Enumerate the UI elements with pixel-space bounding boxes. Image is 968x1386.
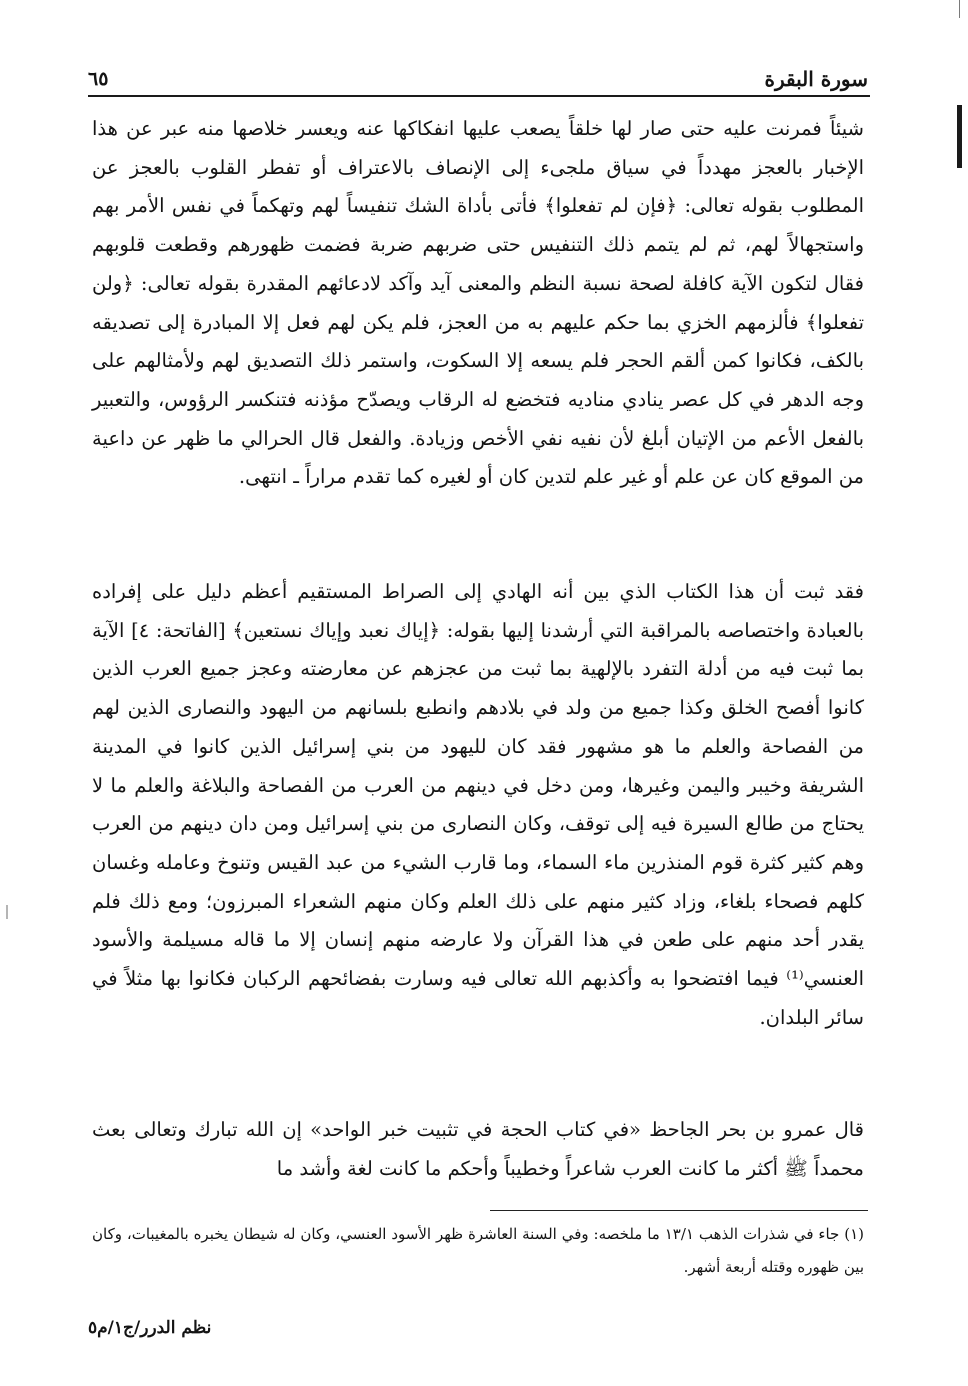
paragraph-2: فقد ثبت أن هذا الكتاب الذي بين أنه الهادي إلى الصراط المستقيم أعظم دليل على إفراده بالعبادة واختصاصه بالمراقبة التي أرشدنا إليها بقوله: ﴿إياك نعبد وإياك نستعين﴾ [الفاتحة: ٤] الآية بما ثبت فيه من أدلة التفرد بالإلهية بما ثبت من عجزهم عن معارضته وعجز جميع العرب الذين كانوا أفصح الخلق وكذا جميع من ولد في بلادهم وانطبع بلسانهم من اليهود والنصارى الذين لهم من الفصاحة والعلم ما هو مشهور فقد كان لليهود من بني إسرائيل الذين كانوا في المدينة الشريفة وخيبر واليمن وغيرها، ومن دخل في دينهم من العرب من الفصاحة والبلاغة والعلم ما لا يحتاج من طالع السيرة فيه إلى توقف، وكان النصارى من بني إسرائيل ومن دان دينهم من العرب وهم كثير كثرة قوم المنذرين ماء السماء، وما قارب الشيء من عبد القيس وتنوخ وعامله وغسان كلهم فصحاء بلغاء، وزاد كثير منهم على ذلك العلم وكان منهم الشعراء المبرزون؛ ومع ذلك فلم يقدر أحد منهم على طعن في هذا القرآن ولا عارضه منهم إنسان إلا ما قاله مسيلمة والأسود العنسي⁽¹⁾ فيما افتضحوا به وأكذبهم الله تعالى فيه وسارت بفضائحهم الركبان فكانوا بها مثلاً في سائر البلدان.	[92, 580, 864, 1029]
margin-tick	[6, 905, 8, 919]
paragraph-1: شيئاً فمرنت عليه حتى صار لها خلقاً يصعب عليها انفكاكها عنه ويعسر خلاصها منه عبر عن هذا الإخبار بالعجز مهدداً في سياق ملجىء إلى الإنصاف بالاعتراف أو تفطر القلوب بالعجز عن المطلوب بقوله تعالى: ﴿فإن لم تفعلوا﴾ فأتى بأداة الشك تنفيساً لهم وتهكماً في نفس الأمر بهم واستجهالاً لهم، ثم لم يتمم ذلك التنفيس حتى ضربهم ضربة فضمت ظهورهم وقطعت قلوبهم فقال لتكون الآية كافلة لصحة نسبة النظم والمعنى آيد وآكد لادعائهم المقدرة بقوله تعالى: ﴿ولن تفعلوا﴾ فألزمهم الخزي بما حكم عليهم به من العجز، فلم يكن لهم فعل إلا المبادرة إلى تصديقه بالكف، فكانوا كمن ألقم الحجر فلم يسعه إلا السكوت، واستمر ذلك التصديق لهم ولأمثالهم على وجه الدهر في كل عصر ينادي مناديه فتخضع له الرقاب ويصدّح مؤذنه فتنكسر الرؤوس، والتعبير بالفعل الأعم من الإتيان أبلغ لأن نفيه نفي الأخص وزيادة. والفعل قال الحرالي ما ظهر عن داعية من الموقع كان عن علم أو غير علم لتدين كان أو لغيره كما تقدم مراراً ـ انتهى.	[92, 117, 864, 489]
page-number: ٦٥	[88, 68, 109, 90]
running-header	[88, 64, 868, 94]
footnote: (١) جاء في شذرات الذهب ١٣/١ ما ملخصه: وفي السنة العاشرة ظهر الأسود العنسي، وكان له شيطان يخبره بالمغيبات، وكان بين ظهوره وقتله أربعة أشهر.	[92, 1225, 864, 1276]
surah-title: سورة البقرة	[764, 67, 868, 91]
margin-mark	[957, 105, 962, 168]
scan-edge-line	[959, 0, 960, 18]
paragraph-3: قال عمرو بن بحر الجاحظ «في كتاب الحجة في تثبيت خبر الواحد» إن الله تبارك وتعالى بعث محمداً ﷺ أكثر ما كانت العرب شاعراً وخطيباً وأحكم ما كانت لغة وأشد ما	[92, 1118, 864, 1180]
footnote-rule	[490, 1210, 868, 1211]
header-rule	[88, 95, 870, 97]
signature-mark: نظم الدرر/ج١/م٥	[88, 1318, 212, 1338]
